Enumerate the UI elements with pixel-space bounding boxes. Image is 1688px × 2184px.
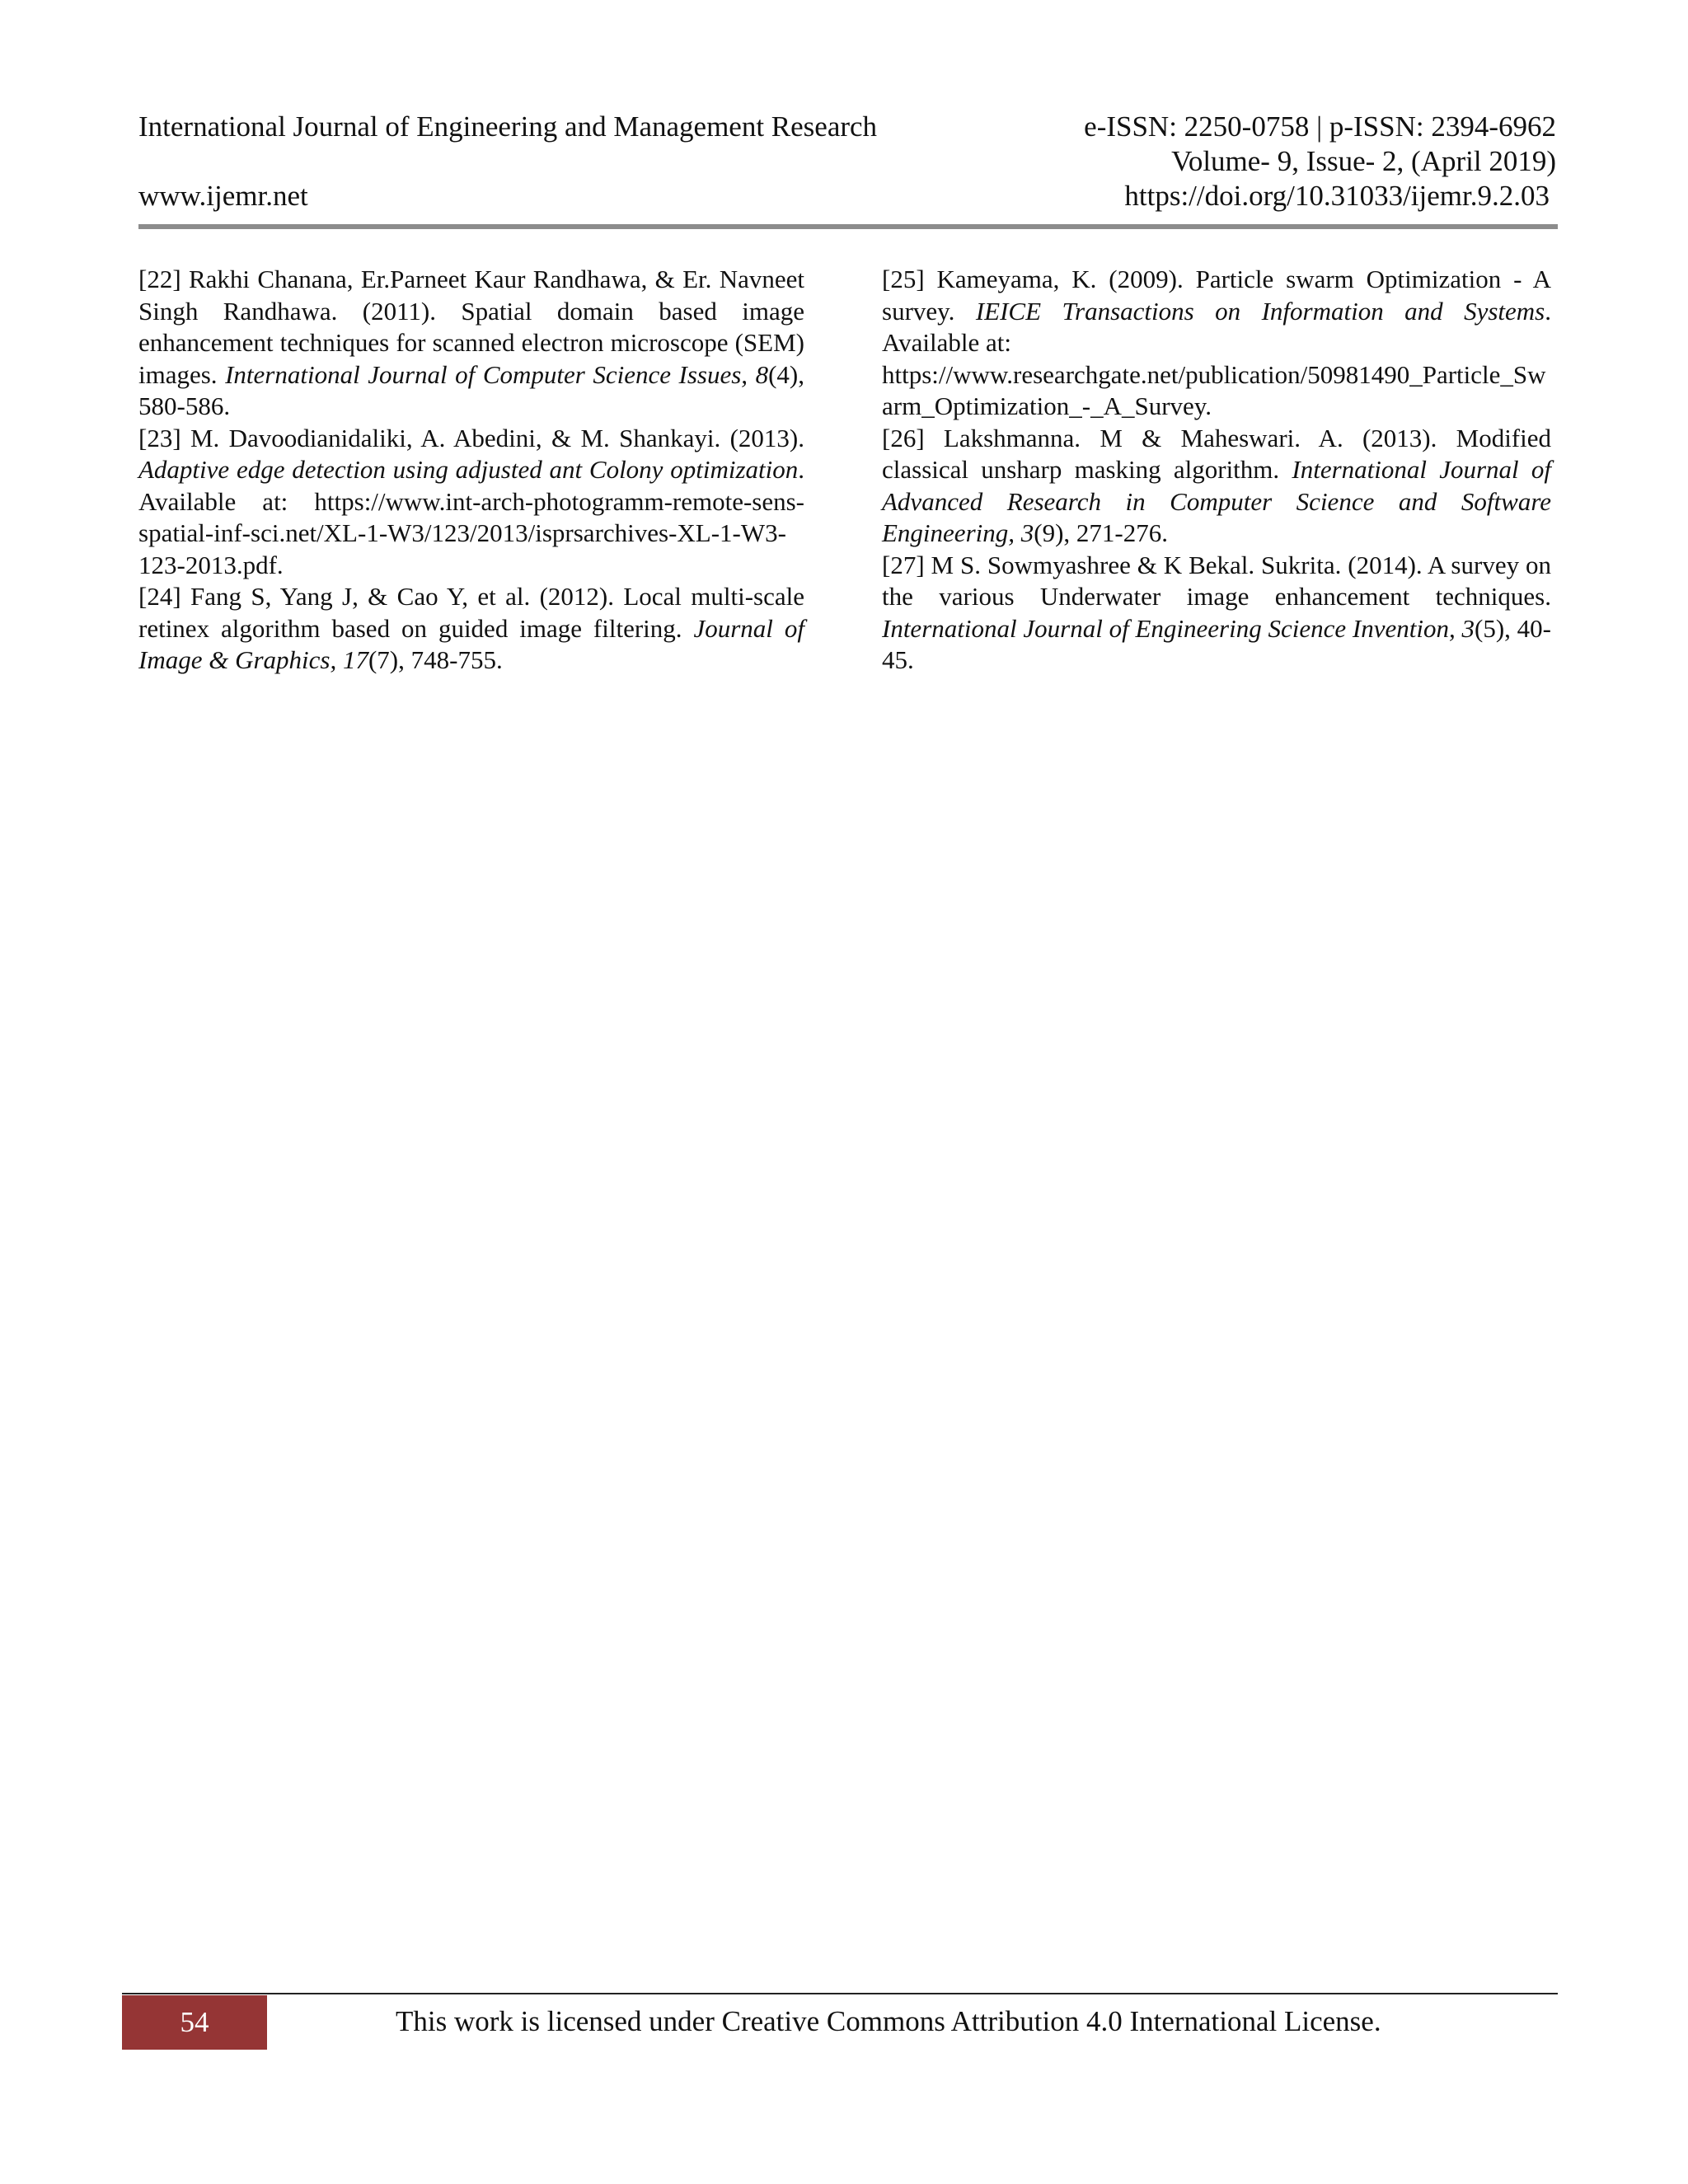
license-notice: This work is licensed under Creative Commons Attribution 4.0 International License. <box>396 2005 1381 2037</box>
page-header <box>138 105 1556 227</box>
page-number: 54 <box>122 1995 267 2050</box>
references-right-column <box>882 264 1551 677</box>
reference-23: [23] M. Davoodianidaliki, A. Abedini, & M. Shankayi. (2013). Adaptive edge detection using adjusted ant Colony optimization. Available at: https://www.int-arch-photogramm-remote-sens-spatial-inf-sci.net/XL-1-W3/123/2013/isprsarchives-XL-1-W3-123-2013.pdf. <box>138 423 804 579</box>
doi-line: https://doi.org/10.31033/ijemr.9.2.03 <box>1124 180 1550 212</box>
journal-title: International Journal of Engineering and Management Research <box>138 110 878 143</box>
reference-22: [22] Rakhi Chanana, Er.Parneet Kaur Randhawa, & Er. Navneet Singh Randhawa. (2011). Spatial domain based image enhancement techniques for scanned electron microscope (SEM) images. International Journal of Computer Science Issues, 8(4), 580-586. <box>138 265 804 420</box>
reference-25: [25] Kameyama, K. (2009). Particle swarm Optimization - A survey. IEICE Transactions on Information and Systems. Available at: <box>882 265 1551 357</box>
header-divider <box>138 224 1558 229</box>
volume-line: Volume- 9, Issue- 2, (April 2019) <box>1171 145 1556 177</box>
references-left-column <box>138 264 804 677</box>
footer-divider <box>122 1993 1558 1994</box>
issue-info <box>814 109 1556 213</box>
issn-line: e-ISSN: 2250-0758 | p-ISSN: 2394-6962 <box>1084 110 1556 143</box>
reference-25-url: https://www.researchgate.net/publication/50981490_Particle_Swarm_Optimization_-_A_Survey. <box>882 359 1546 420</box>
reference-27: [27] M S. Sowmyashree & K Bekal. Sukrita. (2014). A survey on the various Underwater image enhancement techniques. International Journal of Engineering Science Invention, 3(5), 40-45. <box>882 550 1551 674</box>
journal-website: www.ijemr.net <box>138 180 308 212</box>
reference-26: [26] Lakshmanna. M & Maheswari. A. (2013). Modified classical unsharp masking algorithm. International Journal of Advanced Research in Computer Science and Software Engineering, 3(9), 271-276. <box>882 423 1551 547</box>
reference-24: [24] Fang S, Yang J, & Cao Y, et al. (2012). Local multi-scale retinex algorithm based on guided image filtering. Journal of Image & Graphics, 17(7), 748-755. <box>138 582 804 674</box>
